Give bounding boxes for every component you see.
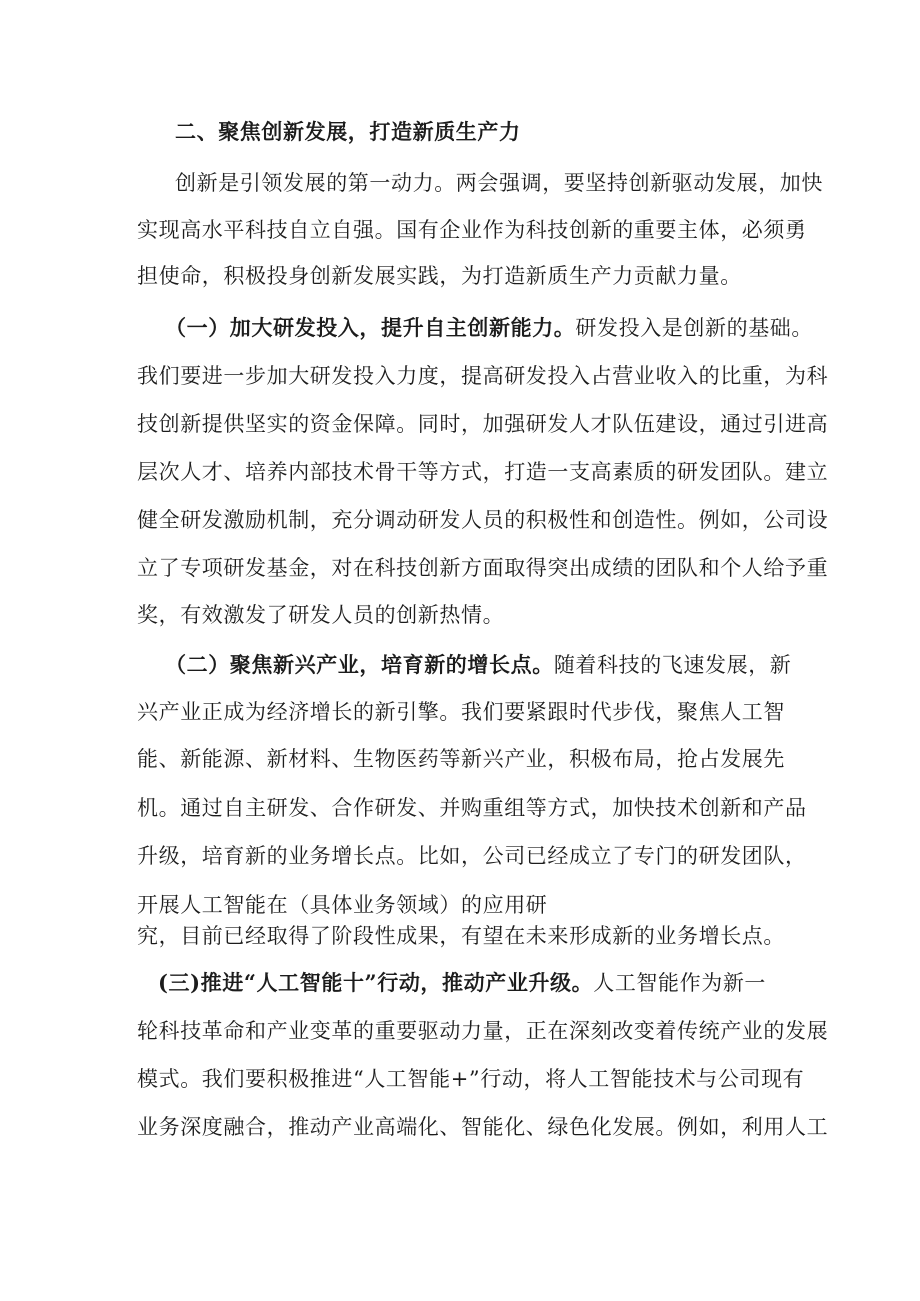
subsection-3-text: 人工智能作为新一 — [593, 971, 767, 995]
subsection-2-first-line — [165, 651, 791, 679]
subsection-1-line: 层次人才、培养内部技术骨干等方式，打造一支高素质的研发团队。建立 — [137, 460, 829, 484]
subsection-3-title: (三)推进“人工智能十”行动，推动产业升级。 — [158, 970, 594, 995]
subsection-2-line: 兴产业正成为经济增长的新引擎。我们要紧跟时代步伐，聚焦人工智 — [137, 700, 785, 724]
subsection-2-line: 升级，培育新的业务增长点。比如，公司已经成立了专门的研发团队， — [137, 844, 807, 868]
subsection-1-first-line — [165, 314, 813, 342]
subsection-2-line: 究，目前已经取得了阶段性成果，有望在未来形成新的业务增长点。 — [137, 924, 785, 948]
section-heading: 二、聚焦创新发展，打造新质生产力 — [175, 119, 521, 144]
subsection-3-line: 轮科技革命和产业变革的重要驱动力量，正在深刻改变着传统产业的发展 — [137, 1019, 829, 1043]
subsection-1-line: 立了专项研发基金，对在科技创新方面取得突出成绩的团队和个人给予重 — [137, 556, 829, 580]
subsection-2-line: 开展人工智能在（具体业务领域）的应用研 — [137, 893, 548, 917]
intro-line: 创新是引领发展的第一动力。两会强调，要坚持创新驱动发展，加快 — [175, 171, 823, 195]
subsection-2-line: 机。通过自主研发、合作研发、并购重组等方式，加快技术创新和产品 — [137, 796, 807, 820]
subsection-1-line: 奖，有效激发了研发人员的创新热情。 — [137, 603, 505, 627]
subsection-2-text: 随着科技的飞速发展，新 — [553, 653, 792, 677]
subsection-2-title: （二）聚焦新兴产业，培育新的增长点。 — [165, 652, 554, 677]
subsection-1-text: 研发投入是创新的基础。 — [575, 316, 814, 340]
subsection-1-line: 技创新提供坚实的资金保障。同时，加强研发人才队伍建设，通过引进高 — [137, 412, 829, 436]
subsection-3-line: 模式。我们要积极推进“人工智能+”行动，将人工智能技术与公司现有 — [137, 1067, 805, 1091]
subsection-1-line: 我们要进一步加大研发投入力度，提高研发投入占营业收入的比重，为科 — [137, 364, 829, 388]
subsection-3-line: 业务深度融合，推动产业高端化、智能化、绿色化发展。例如，利用人工 — [137, 1115, 829, 1139]
subsection-1-line: 健全研发激励机制，充分调动研发人员的积极性和创造性。例如，公司设 — [137, 508, 829, 532]
subsection-3-first-line — [158, 969, 766, 997]
intro-line: 担使命，积极投身创新发展实践，为打造新质生产力贡献力量。 — [137, 264, 742, 288]
subsection-1-title: （一）加大研发投入，提升自主创新能力。 — [165, 315, 576, 340]
intro-line: 实现高水平科技自立自强。国有企业作为科技创新的重要主体，必须勇 — [137, 218, 807, 242]
subsection-2-line: 能、新能源、新材料、生物医药等新兴产业，积极布局，抢占发展先 — [137, 747, 785, 771]
